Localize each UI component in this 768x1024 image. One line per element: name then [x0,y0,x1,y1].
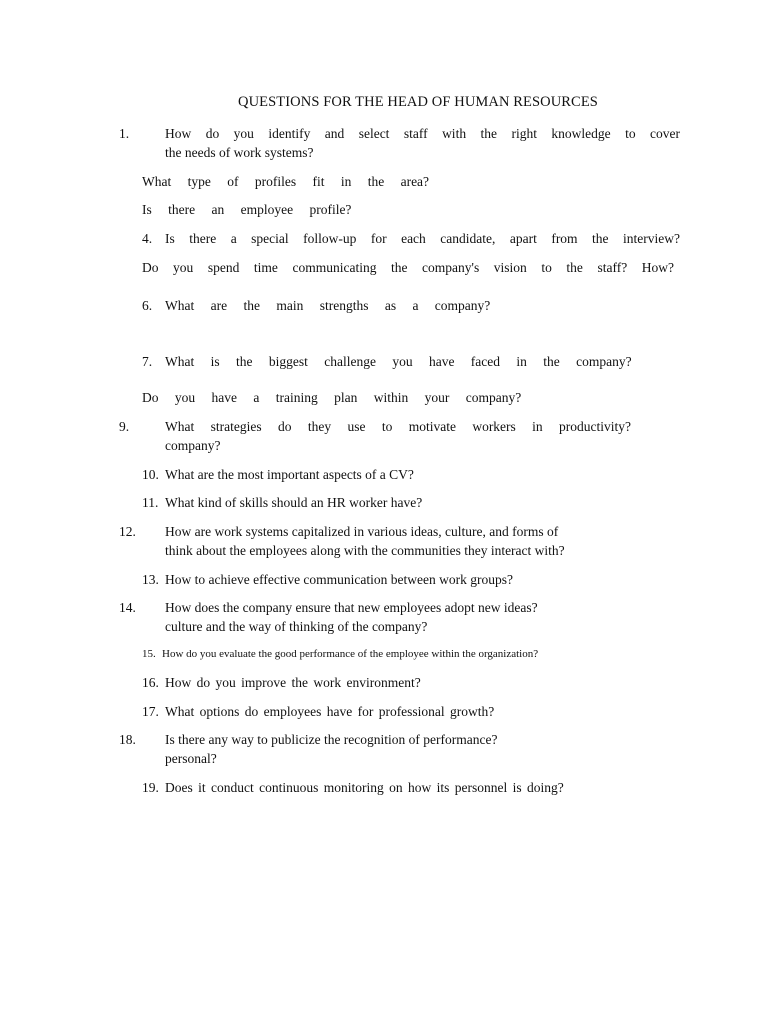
question-15: 15. How do you evaluate the good performance of the employee within the organization? [142,648,539,660]
question-text: Do you have a training plan within your company? [142,390,522,405]
question-text: How do you evaluate the good performance of the employee within the organization? [162,648,539,660]
question-text: How do you improve the work environment? [165,675,421,690]
question-text: Is there a special follow-up for each candidate, apart from the interview? [165,231,680,246]
question-text: What options do employees have for professional growth? [165,704,495,719]
question-text-continued: culture and the way of thinking of the company? [165,619,428,634]
question-text-continued: think about the employees along with the communities they interact with? [165,543,565,558]
question-text: What is the biggest challenge you have faced in the company? [165,354,632,369]
question-11: 11. What kind of skills should an HR worker have? [142,495,423,510]
question-text: How are work systems capitalized in various ideas, culture, and forms of [165,524,559,539]
page-title: QUESTIONS FOR THE HEAD OF HUMAN RESOURCES [238,94,598,110]
question-12: 12. How are work systems capitalized in various ideas, culture, and forms of think about the employees along with the communities they interact with? [142,522,680,560]
question-7: 7. What is the biggest challenge you have faced in the company? [142,354,632,369]
question-19: 19. Does it conduct continuous monitoring on how its personnel is doing? [142,780,564,795]
question-text: Does it conduct continuous monitoring on how its personnel is doing? [165,780,564,795]
question-5 [142,258,674,277]
question-1: 1. How do you identify and select staff with the right knowledge to cover the needs of work systems? [119,126,680,160]
question-16: 16. How do you improve the work environment? [142,675,421,690]
question-8 [142,388,680,407]
question-text: What are the main strengths as a company? [165,298,491,313]
question-13: 13. How to achieve effective communication between work groups? [142,572,514,587]
question-14: 14. How does the company ensure that new employees adopt new ideas? culture and the way of thinking of the company? [142,598,680,636]
question-text: What strategies do they use to motivate workers in productivity? [165,419,632,434]
question-2 [142,172,680,191]
question-text: Do you spend time communicating the company's vision to the staff? How? [142,260,674,275]
question-text: Is there an employee profile? [142,202,352,217]
question-text: How does the company ensure that new employees adopt new ideas? [165,600,538,615]
question-text: How to achieve effective communication between work groups? [165,572,514,587]
question-text-continued: personal? [165,751,217,766]
question-9: 9. What strategies do they use to motivate workers in productivity? company? [142,417,680,455]
question-text: What are the most important aspects of a CV? [165,467,414,482]
question-text-continued: the needs of work systems? [165,145,314,160]
question-17: 17. What options do employees have for professional growth? [142,704,495,719]
question-text-continued: company? [165,438,221,453]
question-text: What type of profiles fit in the area? [142,174,430,189]
question-18: 18. Is there any way to publicize the recognition of performance? personal? [142,730,680,768]
question-4: 4. Is there a special follow-up for each candidate, apart from the interview? [142,231,680,246]
question-text: What kind of skills should an HR worker have? [165,495,423,510]
question-3 [142,200,680,219]
question-10: 10. What are the most important aspects of a CV? [142,467,414,482]
question-6: 6. What are the main strengths as a company? [142,298,491,313]
question-text: Is there any way to publicize the recognition of performance? [165,732,498,747]
question-text: How do you identify and select staff with the right knowledge to cover [165,126,680,141]
